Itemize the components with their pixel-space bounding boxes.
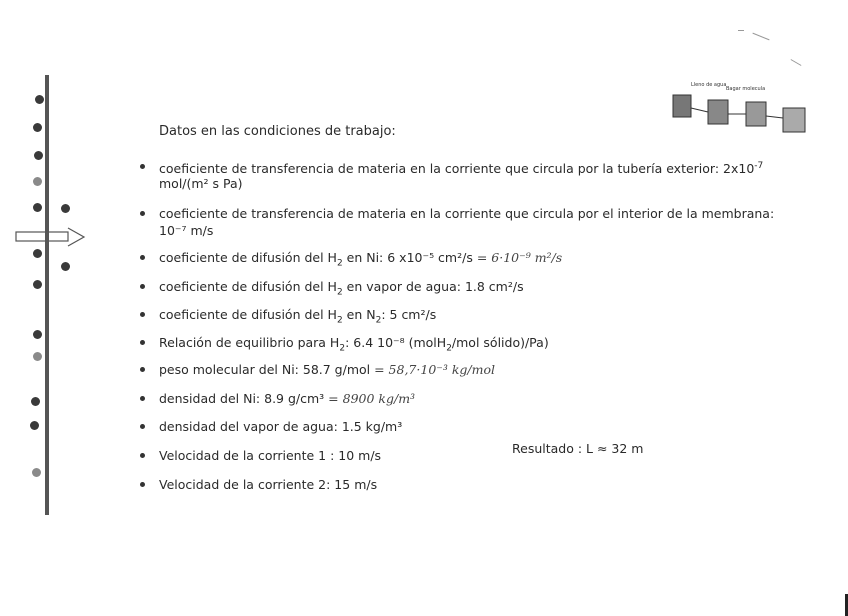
item-text: Velocidad de la corriente 2: 15 m/s	[159, 477, 378, 492]
binder-hole	[32, 468, 41, 477]
scan-speck	[791, 59, 802, 66]
binder-hole	[33, 203, 42, 212]
bullet-icon	[140, 396, 145, 401]
item-text: densidad del vapor de agua: 1.5 kg/m³	[159, 419, 403, 434]
item-text: coeficiente de transferencia de materia en la corriente que circula por el interior de la membrana:	[159, 206, 775, 221]
result-text: Resultado : L ≈ 32 m	[512, 441, 644, 456]
item-text: coeficiente de difusión del $H_2$ en Ni: 6 x10⁻⁵ cm²/s = 6·10⁻⁹ m²/s	[159, 250, 563, 269]
section-heading: Datos en las condiciones de trabajo:	[159, 124, 396, 139]
handwritten-note: = 8900 kg/m³	[328, 391, 416, 406]
item-text: Velocidad de la corriente 1 : 10 m/s	[159, 448, 382, 463]
item-text: peso molecular del Ni: 58.7 g/mol = 58,7·10⁻³ kg/mol	[159, 362, 496, 377]
bullet-icon	[140, 284, 145, 289]
binder-hole	[33, 330, 42, 339]
item-text-line2: 10⁻⁷ m/s	[159, 223, 214, 238]
bullet-icon	[140, 367, 145, 372]
bullet-icon	[140, 453, 145, 458]
binder-hole	[30, 421, 39, 430]
binder-hole	[34, 151, 43, 160]
thumb-label-2: Bagar molecula	[726, 86, 766, 92]
item-text: coeficiente de difusión del $H_2$ en $N_2$: 5 cm²/s	[159, 307, 437, 326]
scan-speck	[752, 33, 769, 41]
binder-hole	[33, 280, 42, 289]
bullet-icon	[140, 340, 145, 345]
bullet-icon	[140, 482, 145, 487]
handwritten-note: = 6·10⁻⁹ m²/s	[476, 250, 563, 265]
item-text: coeficiente de transferencia de materia en la corriente que circula por la tubería exterior: $2x10^{-7}$	[159, 161, 764, 177]
item-text: densidad del Ni: 8.9 g/cm³ = 8900 kg/m³	[159, 391, 416, 406]
bullet-icon	[140, 211, 145, 216]
bullet-icon	[140, 424, 145, 429]
item-text-line2: mol/(m² s Pa)	[159, 176, 243, 191]
binder-hole	[33, 123, 42, 132]
binder-hole	[33, 249, 42, 258]
binder-hole	[33, 352, 42, 361]
arrow-icon	[14, 226, 86, 248]
handwritten-note: = 58,7·10⁻³ kg/mol	[374, 362, 496, 377]
item-text: Relación de equilibrio para $H_2$: 6.4 10⁻⁸ (molH$_2$/mol sólido)/Pa)	[159, 335, 549, 354]
bullet-icon	[140, 312, 145, 317]
beaker-diagram-icon	[668, 80, 813, 135]
item-text: coeficiente de difusión del $H_2$ en vapor de agua: 1.8 cm²/s	[159, 279, 524, 298]
binder-strip	[45, 75, 49, 515]
binder-hole	[31, 397, 40, 406]
binder-hole	[33, 177, 42, 186]
bullet-icon	[140, 164, 145, 169]
binder-hole	[61, 204, 70, 213]
bullet-icon	[140, 255, 145, 260]
thumb-label-1: Lleno de agua	[691, 82, 727, 88]
scan-speck	[738, 30, 744, 31]
binder-hole	[35, 95, 44, 104]
binder-hole	[61, 262, 70, 271]
